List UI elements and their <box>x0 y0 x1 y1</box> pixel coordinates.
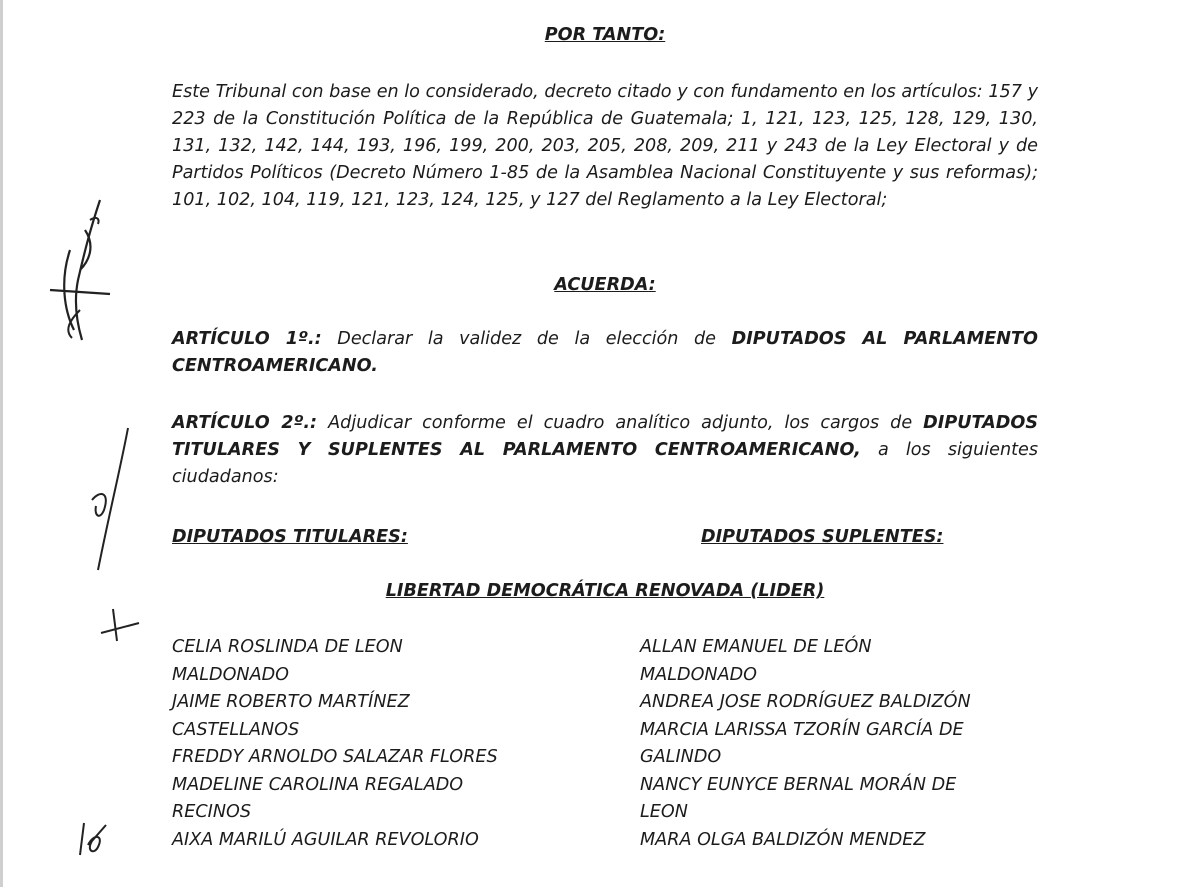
list-item: MARCIA LARISSA TZORÍN GARCÍA DE <box>640 719 964 740</box>
heading-acuerda: ACUERDA: <box>554 275 656 295</box>
titulares-heading: DIPUTADOS TITULARES: <box>172 527 408 547</box>
articulo-2-label: ARTÍCULO 2º.: <box>172 413 318 433</box>
list-item: MALDONADO <box>640 664 758 685</box>
list-item: RECINOS <box>172 802 251 822</box>
signature-mark-middle <box>80 420 140 580</box>
page-edge <box>0 0 3 887</box>
initial-mark-bottom <box>70 815 115 860</box>
intro-paragraph: Este Tribunal con base en lo considerado, decreto citado y con fundamento en los artículos: 157 y 223 de la Constitución Política de la República de Guatemala; 1, 121, 123, 125, 128, 129, 130, 131, 132, 142, 144, 193, 196, 199, 200, 203, 205, 208, 209, 211 y 243 de la Ley Electoral y de Partidos Políticos (Decreto Número 1-85 de la Asamblea Nacional Constituyente y sus reformas); 101, 102, 104, 119, 121, 123, 124, 125, y 127 del Reglamento a la Ley Electoral; <box>172 82 1038 210</box>
list-item: GALINDO <box>640 747 722 767</box>
initial-mark <box>95 605 145 645</box>
list-item: LEON <box>640 802 688 822</box>
signature-mark-top <box>30 190 120 370</box>
articulo-1-label: ARTÍCULO 1º.: <box>172 329 322 349</box>
list-item: CELIA ROSLINDA DE LEON <box>172 637 403 657</box>
list-item: CASTELLANOS <box>172 719 300 740</box>
articulo-2-text: Adjudicar conforme el cuadro analítico adjunto, los cargos de <box>317 413 924 433</box>
list-item: AIXA MARILÚ AGUILAR REVOLORIO <box>172 829 479 850</box>
articulo-2-tail: a los siguientes ciudadanos: <box>172 440 1038 487</box>
party-heading: LIBERTAD DEMOCRÁTICA RENOVADA (LIDER) <box>385 581 825 601</box>
list-item: ALLAN EMANUEL DE LEÓN <box>640 637 872 657</box>
suplentes-list <box>640 634 971 854</box>
list-item: NANCY EUNYCE BERNAL MORÁN DE <box>640 774 957 795</box>
list-item: MALDONADO <box>172 664 290 685</box>
suplentes-heading: DIPUTADOS SUPLENTES: <box>701 527 944 547</box>
list-item: FREDDY ARNOLDO SALAZAR FLORES <box>172 747 498 767</box>
heading-por-tanto: POR TANTO: <box>544 25 666 45</box>
list-item: ANDREA JOSE RODRÍGUEZ BALDIZÓN <box>640 692 971 712</box>
articulo-1-text: Declarar la validez de la elección de <box>321 329 732 349</box>
articulo-2 <box>172 410 1038 491</box>
titulares-list <box>172 634 498 854</box>
list-item: MARA OLGA BALDIZÓN MENDEZ <box>640 829 926 850</box>
articulo-1 <box>172 326 1038 380</box>
list-item: MADELINE CAROLINA REGALADO <box>172 774 464 795</box>
list-item: JAIME ROBERTO MARTÍNEZ <box>172 692 410 712</box>
articulo-1-bold: DIPUTADOS AL PARLAMENTO CENTROAMERICANO. <box>172 329 1038 376</box>
articulo-2-bold: DIPUTADOS TITULARES Y SUPLENTES AL PARLAMENTO CENTROAMERICANO, <box>172 413 1038 460</box>
